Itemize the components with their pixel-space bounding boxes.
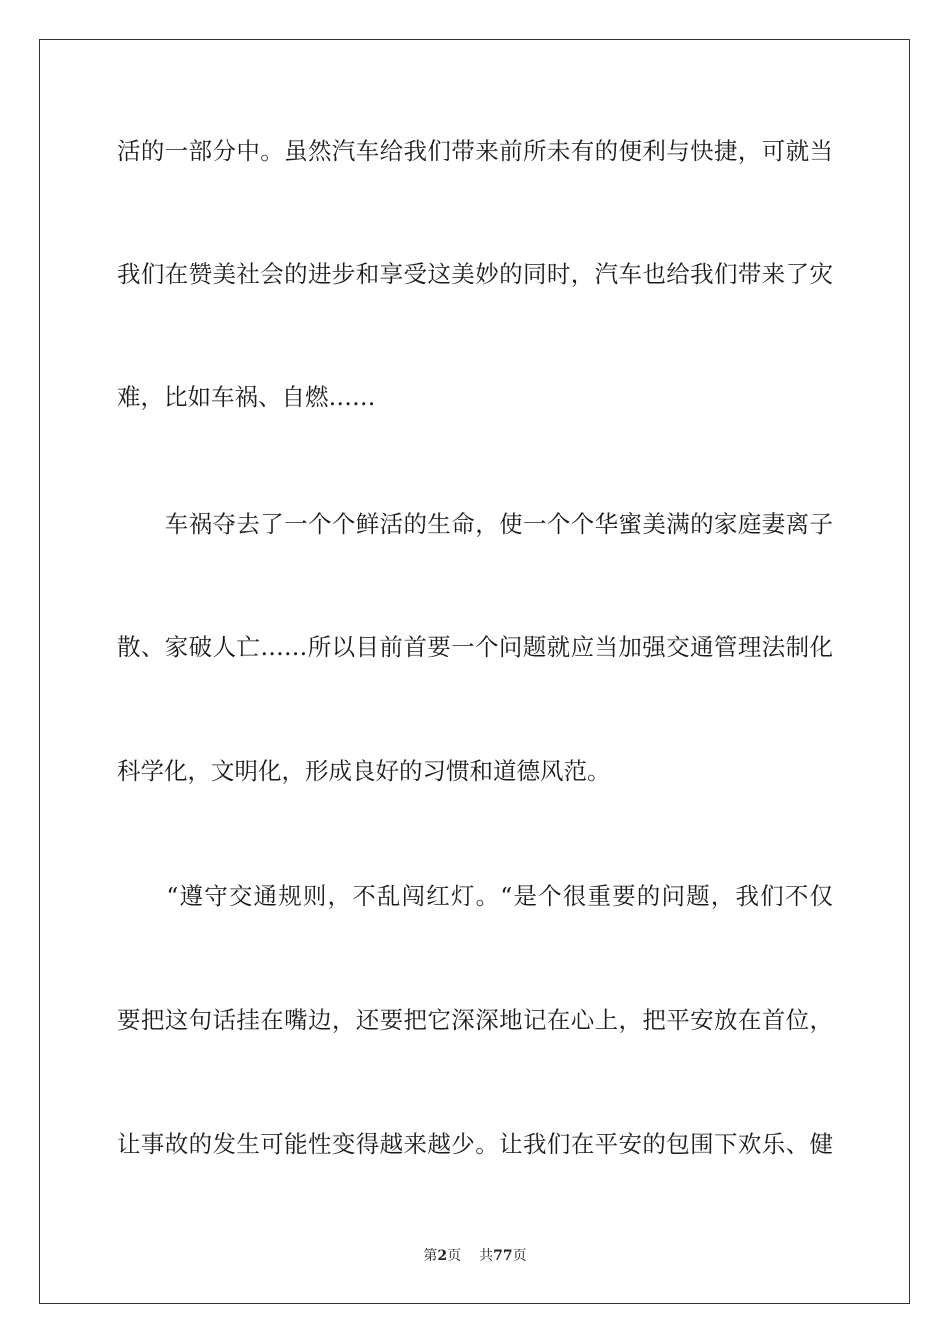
total-suffix: 页 (512, 1248, 527, 1264)
text-line-4: 车祸夺去了一个个鲜活的生命，使一个个华蜜美满的家庭妻离子 (117, 510, 833, 538)
text-line-7: “遵守交通规则，不乱闯红灯。“是个很重要的问题，我们不仅 (117, 882, 833, 910)
text-line-2: 我们在赞美社会的进步和享受这美妙的同时，汽车也给我们带来了灾 (117, 260, 833, 288)
text-line-6: 科学化，文明化，形成良好的习惯和道德风范。 (117, 757, 611, 785)
text-line-9: 让事故的发生可能性变得越来越少。让我们在平安的包围下欢乐、健 (117, 1130, 833, 1158)
page-footer (0, 1246, 950, 1266)
page-border (39, 39, 910, 1304)
text-line-5: 散、家破人亡……所以目前首要一个问题就应当加强交通管理法制化 (117, 633, 833, 661)
text-line-3: 难，比如车祸、自燃…… (117, 383, 376, 411)
page-number: 2 (437, 1248, 448, 1264)
page-prefix: 第 (423, 1248, 438, 1264)
page-suffix: 页 (447, 1248, 462, 1264)
total-prefix: 共 (479, 1248, 494, 1264)
text-line-1: 活的一部分中。虽然汽车给我们带来前所未有的便利与快捷，可就当 (117, 137, 833, 165)
text-line-8: 要把这句话挂在嘴边，还要把它深深地记在心上，把平安放在首位， (117, 1006, 833, 1034)
total-pages: 77 (493, 1248, 513, 1264)
